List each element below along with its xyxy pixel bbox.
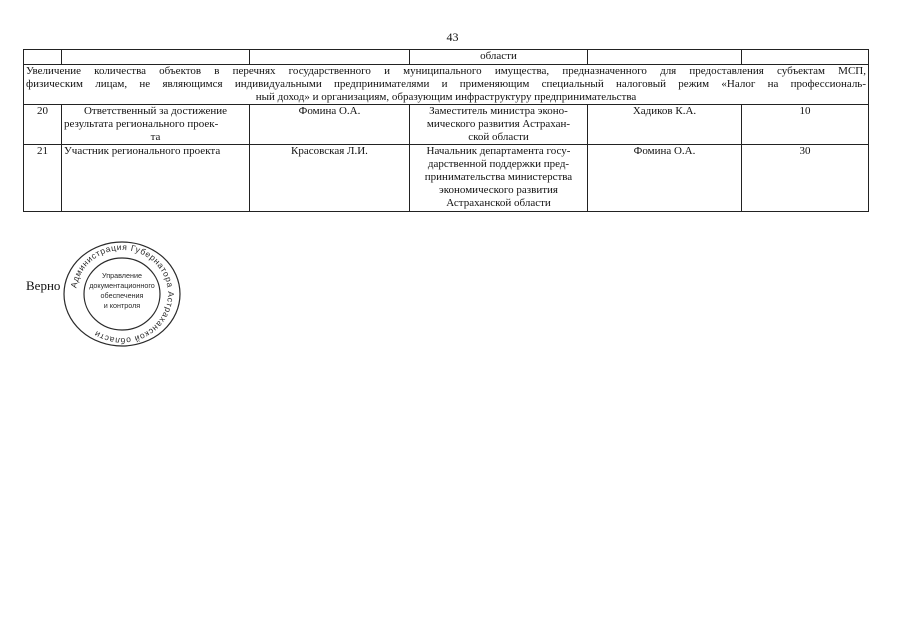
cell-person: Красовская Л.И. bbox=[250, 145, 410, 212]
stamp-ring-text: Администрация Губернатора Астраханской области bbox=[68, 241, 177, 347]
stamp-center-line: документационного bbox=[89, 281, 155, 290]
section-header-line: физическим лицам, не являющимся индивидуальными предпринимателями и применяющим специальный налоговый режим «Налог на профессиональ- bbox=[26, 78, 866, 90]
stamp-center-line: и контроля bbox=[103, 301, 141, 310]
section-header-text bbox=[26, 65, 866, 104]
official-stamp bbox=[56, 240, 188, 348]
cell-num bbox=[24, 50, 62, 65]
cell-share: 30 bbox=[742, 145, 869, 212]
role-line: результата регионального проек- bbox=[64, 118, 219, 130]
role-line: Ответственный за достижение bbox=[83, 105, 228, 117]
role-line: та bbox=[150, 131, 161, 143]
section-header-line: Увеличение количества объектов в перечнях государственного и муниципального имущества, предназначенного для предоставления субъектам МСП, bbox=[26, 65, 866, 77]
cell-role bbox=[62, 50, 250, 65]
position-line: Заместитель министра эконо- bbox=[429, 105, 568, 117]
stamp-center-line: обеспечения bbox=[100, 291, 144, 300]
role-line: Участник регионального проекта bbox=[64, 145, 221, 157]
position-line: мического развития Астрахан- bbox=[426, 118, 571, 130]
cell-position bbox=[410, 145, 588, 212]
table-row-continuation bbox=[24, 50, 869, 65]
table-row bbox=[24, 105, 869, 145]
stamp-center-line: Управление bbox=[102, 271, 142, 280]
position-line: дарственной поддержки пред- bbox=[427, 158, 570, 170]
cell-position: области bbox=[410, 50, 588, 65]
page-number: 43 bbox=[446, 30, 459, 44]
position-line: Начальник департамента госу- bbox=[426, 145, 571, 157]
cell-supervisor: Хадиков К.А. bbox=[588, 105, 742, 145]
section-header-line: ный доход» и организациям, образующим инфраструктуру предпринимательства bbox=[255, 91, 637, 103]
cell-supervisor bbox=[588, 50, 742, 65]
cell-supervisor: Фомина О.А. bbox=[588, 145, 742, 212]
table-row bbox=[24, 145, 869, 212]
section-header-row bbox=[24, 65, 869, 105]
position-line: экономического развития bbox=[439, 184, 558, 196]
cell-role bbox=[62, 105, 250, 145]
cell-position bbox=[410, 105, 588, 145]
cell-role bbox=[62, 145, 250, 212]
verno-text: Верно bbox=[26, 278, 61, 293]
cell-person: Фомина О.А. bbox=[250, 105, 410, 145]
position-line: ской области bbox=[468, 131, 529, 143]
position-line: Астраханской области bbox=[446, 197, 551, 209]
position-line: принимательства министерства bbox=[424, 171, 573, 183]
cell-share: 10 bbox=[742, 105, 869, 145]
section-header-cell bbox=[24, 65, 869, 105]
cell-num: 20 bbox=[24, 105, 62, 145]
cell-share bbox=[742, 50, 869, 65]
cell-person bbox=[250, 50, 410, 65]
responsibility-table bbox=[23, 49, 869, 212]
cell-num: 21 bbox=[24, 145, 62, 212]
